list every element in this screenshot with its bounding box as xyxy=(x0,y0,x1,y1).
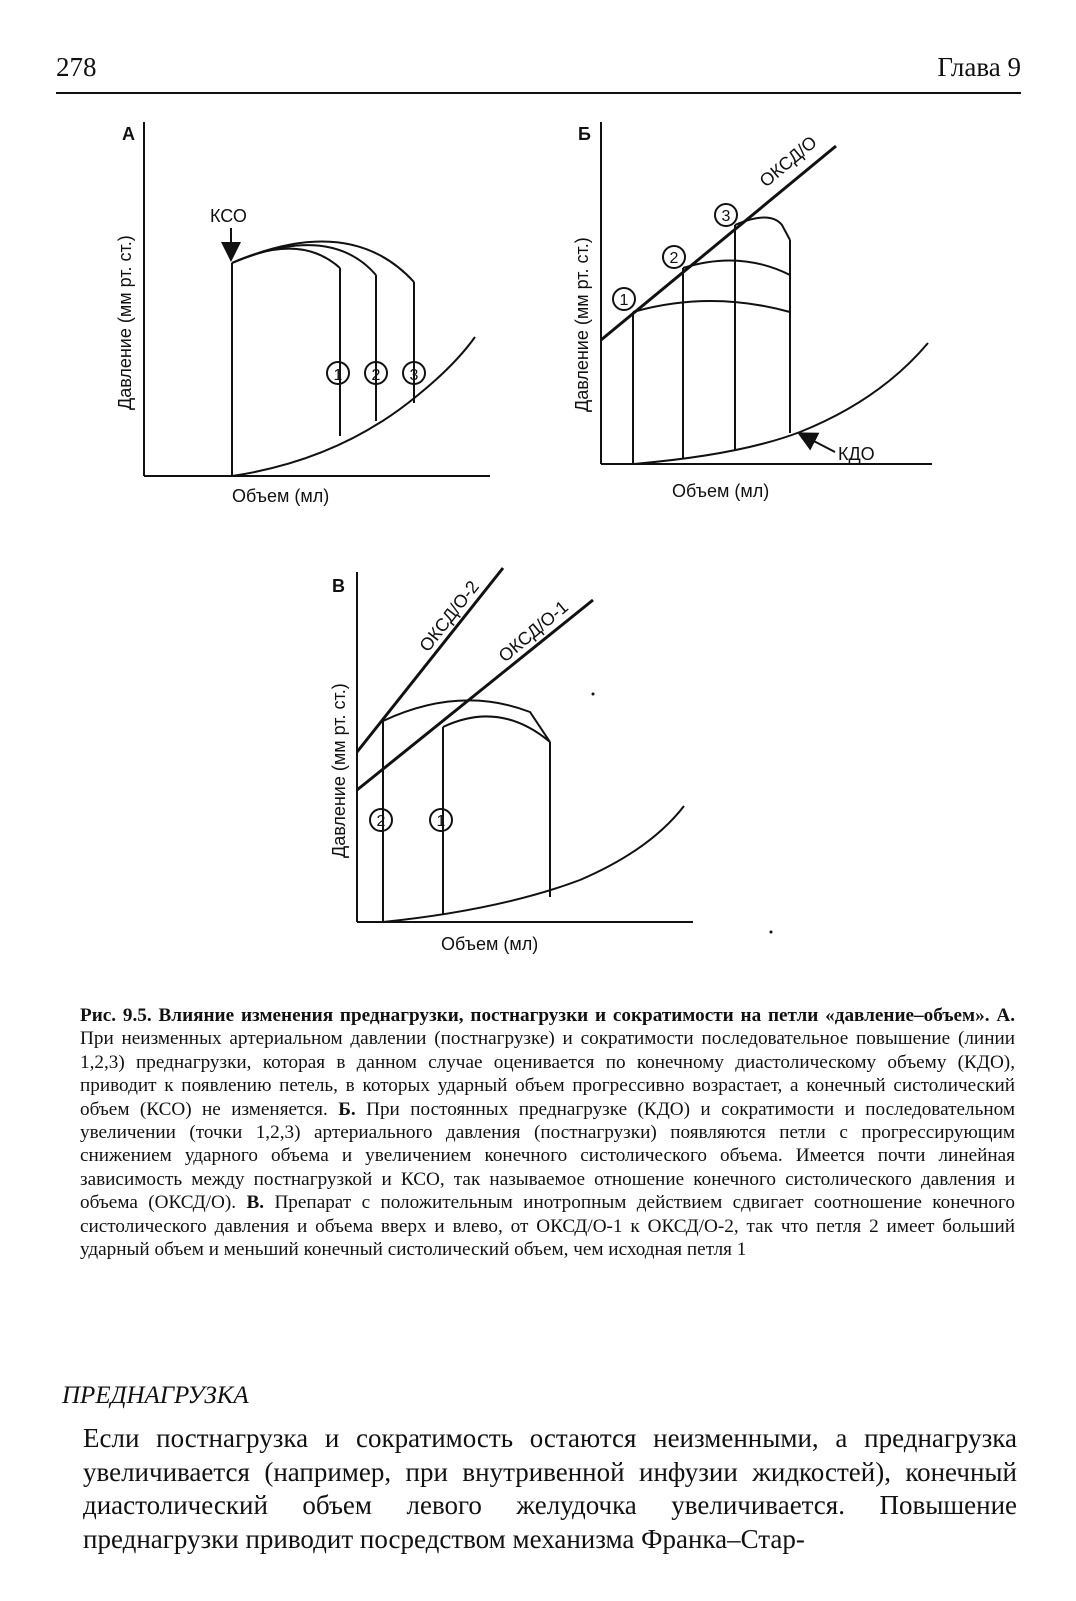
panel-b-xlabel: Объем (мл) xyxy=(672,481,770,501)
panel-b xyxy=(572,122,932,501)
panel-v-oksd1-line xyxy=(357,600,593,790)
caption-b-label: Б. xyxy=(338,1098,356,1120)
panel-v-xlabel: Объем (мл) xyxy=(441,934,539,954)
panel-b-kdo-arrow xyxy=(806,437,835,452)
panel-v-ylabel: Давление (мм рт. ст.) xyxy=(329,683,349,858)
section-title: ПРЕДНАГРУЗКА xyxy=(62,1382,249,1409)
panel-b-ylabel: Давление (мм рт. ст.) xyxy=(572,237,592,412)
panel-a-label-1: 1 xyxy=(333,367,343,384)
caption-a-text: При неизменных артериальном давлении (постнагрузке) и сократимости последовательное повышение (линии 1,2,3) преднагрузки, которая в данном случае оценивается по конечному диастолическому объему (КДО), приводит к появлению петель, в которых ударный объем прогрессивно возрастает, а конечный систолический объем (КСО) не изменяется. xyxy=(80,1028,1015,1120)
panel-a-label-3: 3 xyxy=(409,367,419,384)
caption-a-label: А. xyxy=(996,1005,1016,1026)
caption-b-text: При постоянных преднагрузке (КДО) и сократимости и последовательном увеличении (точки 1,2,3) артериального давления (постнагрузки) появляются петли с прогрессирующим снижением ударного объема и увеличением конечного систолического объема. Имеется почти линейная зависимость между постнагрузкой и КСО, так называемое отношение конечного систолического давления и объема (ОКСД/О). xyxy=(80,1098,1015,1214)
panel-b-label-1: 1 xyxy=(619,292,629,309)
chapter-title: Глава 9 xyxy=(937,52,1021,82)
panel-a-edpvr-curve xyxy=(232,337,475,476)
panel-v xyxy=(329,568,773,954)
panel-a-kso-label: КСО xyxy=(210,206,247,226)
panel-v-edpvr-curve xyxy=(383,806,684,922)
panel-v-oksd2-label: ОКСД/О-2 xyxy=(415,576,483,656)
panel-a-loop-3-ejection xyxy=(232,242,414,282)
panel-b-label-2: 2 xyxy=(669,250,679,267)
panel-v-speck-2 xyxy=(770,931,773,934)
panel-b-loop-3-top xyxy=(735,218,790,241)
panel-a-label-2: 2 xyxy=(371,367,381,384)
body-paragraph: Если постнагрузка и сократимость остаются неизменными, а преднагрузка увеличивается (например, при внутривенной инфузии жидкостей), конечный диастолический объем левого желудочка увеличивается. Повышение преднагрузки приводит посредством механизма Франка–Стар- xyxy=(83,1423,1017,1554)
panel-v-label-1: 1 xyxy=(436,813,446,830)
panel-b-loop-2-top xyxy=(683,260,790,275)
caption-title: Рис. 9.5. Влияние изменения преднагрузки, постнагрузки и сократимости на петли «давление–объем». xyxy=(80,1005,990,1026)
panel-v-loop-1-top xyxy=(443,716,550,742)
figure-caption xyxy=(80,1004,1015,1261)
panel-v-letter: В xyxy=(332,576,345,596)
panel-b-letter: Б xyxy=(578,124,591,144)
panel-v-speck-1 xyxy=(592,693,595,696)
panel-v-label-2: 2 xyxy=(376,813,386,830)
panel-a-loop-1-ejection xyxy=(232,249,340,268)
panel-v-oksd2-line xyxy=(357,568,503,752)
panel-b-oksd-label: ОКСД/О xyxy=(755,131,821,192)
panel-v-oksd1-label: ОКСД/О-1 xyxy=(494,596,572,667)
panel-b-loop-1-top xyxy=(633,301,790,312)
page-number: 278 xyxy=(56,52,97,82)
caption-v-label: В. xyxy=(246,1192,265,1214)
panel-a-letter: А xyxy=(122,124,135,144)
panel-b-label-3: 3 xyxy=(721,208,731,225)
panel-a-ylabel: Давление (мм рт. ст.) xyxy=(115,235,135,410)
panel-b-edpvr-curve xyxy=(633,343,928,464)
panel-v-loop-2-top xyxy=(383,700,550,742)
panel-b-kdo-label: КДО xyxy=(838,444,875,464)
panel-a xyxy=(115,122,490,506)
panel-a-xlabel: Объем (мл) xyxy=(232,486,330,506)
caption-v-text: Препарат с положительным инотропным действием сдвигает соотношение конечного систолического давления и объема вверх и влево, от ОКСД/О-1 к ОКСД/О-2, так что петля 2 имеет больший ударный объем и меньший конечный систолический объем, чем исходная петля 1 xyxy=(80,1192,1016,1261)
